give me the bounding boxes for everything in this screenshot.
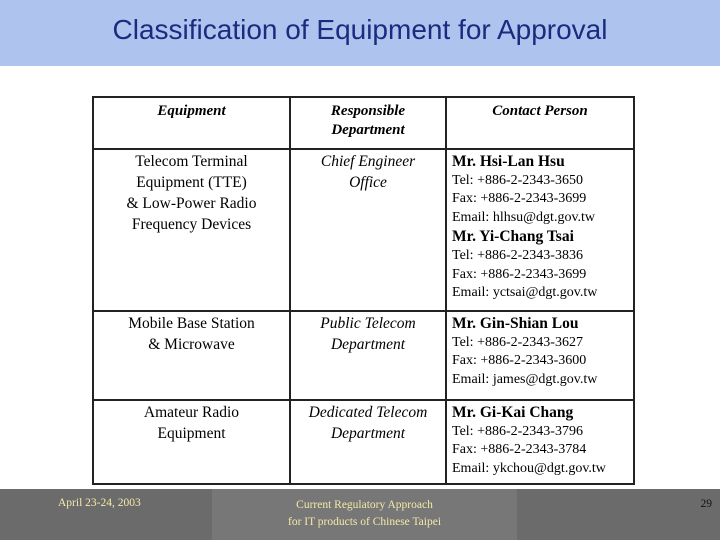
department-cell: [290, 311, 446, 400]
contact-fax: Fax: +886-2-2343-3699: [452, 266, 587, 282]
equipment-line: Frequency Devices: [131, 216, 252, 233]
table-row: [93, 311, 634, 400]
equipment-cell: [93, 400, 290, 484]
equipment-line: Equipment (TTE): [136, 174, 247, 191]
contact-email: Email: yctsai@dgt.gov.tw: [452, 285, 598, 301]
equipment-line: Telecom Terminal: [135, 153, 248, 170]
table-row: [93, 400, 634, 484]
footer-center-line1: Current Regulatory Approach: [296, 499, 433, 511]
page-number: 29: [700, 498, 712, 510]
equipment-line: & Low-Power Radio: [126, 195, 257, 212]
footer-center-text: [212, 497, 517, 531]
contact-email: Email: hlhsu@dgt.gov.tw: [452, 209, 596, 225]
footer-date: April 23-24, 2003: [58, 497, 141, 509]
department-line: Dedicated Telecom: [308, 404, 428, 421]
header-contact: Contact Person: [446, 97, 634, 149]
contact-tel: Tel: +886-2-2343-3650: [452, 173, 583, 188]
table-row: [93, 149, 634, 311]
department-line: Department: [330, 425, 406, 442]
department-cell: [290, 149, 446, 311]
department-line: Department: [330, 336, 406, 353]
department-line: Public Telecom: [320, 315, 416, 332]
contact-email: Email: james@dgt.gov.tw: [452, 371, 598, 387]
department-line: Chief Engineer: [320, 153, 416, 170]
contact-fax: Fax: +886-2-2343-3784: [452, 442, 587, 458]
header-equipment: Equipment: [93, 97, 290, 149]
header-department-line2: Department: [331, 122, 405, 138]
contact-name: Mr. Gin-Shian Lou: [452, 315, 579, 332]
footer-right-panel: [517, 489, 720, 540]
equipment-line: & Microwave: [148, 336, 235, 353]
equipment-table: [92, 96, 635, 485]
table-header-row: [93, 97, 634, 149]
contact-tel: Tel: +886-2-2343-3796: [452, 424, 583, 439]
contact-name: Mr. Yi-Chang Tsai: [452, 228, 574, 246]
contact-cell: [446, 149, 634, 311]
contact-name: Mr. Gi-Kai Chang: [452, 404, 574, 421]
contact-cell: [446, 311, 634, 400]
contact-fax: Fax: +886-2-2343-3699: [452, 191, 587, 207]
footer-bar: [0, 489, 720, 540]
contact-tel: Tel: +886-2-2343-3836: [452, 248, 583, 264]
equipment-cell: [93, 149, 290, 311]
equipment-line: Amateur Radio: [143, 404, 240, 421]
footer-center-line2: for IT products of Chinese Taipei: [287, 516, 442, 528]
department-cell: [290, 400, 446, 484]
department-line: Office: [349, 174, 387, 191]
equipment-line: Mobile Base Station: [128, 315, 255, 332]
contact-name: Mr. Hsi-Lan Hsu: [452, 153, 565, 170]
contact-email: Email: ykchou@dgt.gov.tw: [452, 460, 606, 476]
slide-title: Classification of Equipment for Approval: [112, 14, 608, 45]
contact-cell: [446, 400, 634, 484]
header-department: [290, 97, 446, 149]
equipment-line: Equipment: [157, 425, 226, 442]
contact-tel: Tel: +886-2-2343-3627: [452, 335, 583, 350]
header-department-line1: Responsible: [330, 103, 406, 119]
equipment-cell: [93, 311, 290, 400]
contact-fax: Fax: +886-2-2343-3600: [452, 353, 587, 369]
